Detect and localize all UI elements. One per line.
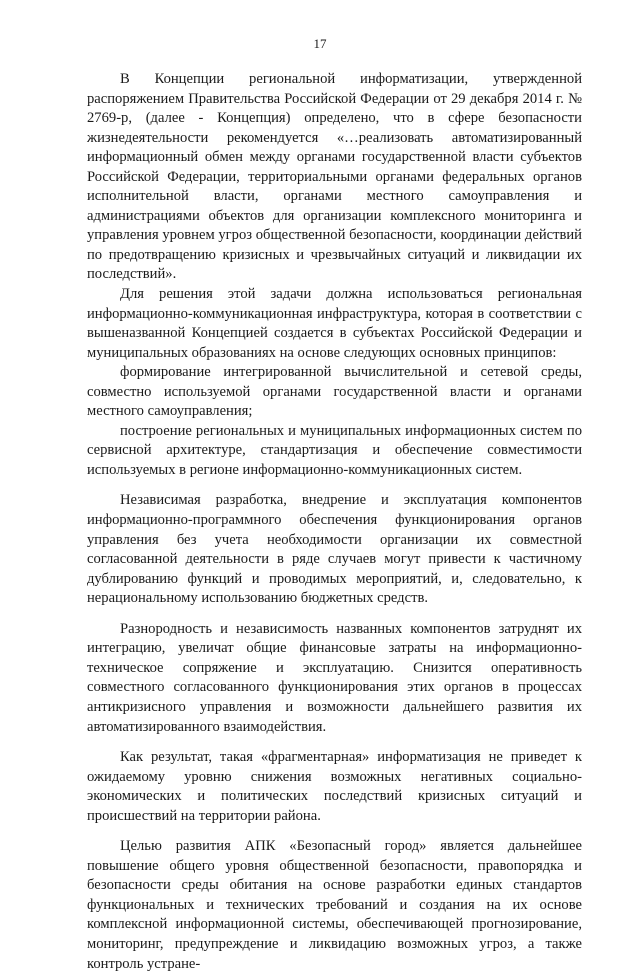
paragraph-safe-city-goal: Целью развития АПК «Безопасный город» является дальнейшее повышение общего уровня общественной безопасности, правопорядка и безопасности среды обитания на основе разработки единых стандартов функциональных и технических требований и создания на их основе комплексной информационной системы, обеспечивающей прогнозирование, мониторинг, предупреждение и ликвидацию возможных угроз, а также контроль устране- bbox=[87, 838, 582, 972]
paragraph-independent-development: Независимая разработка, внедрение и эксплуатация компонентов информационно-программного обеспечения функционирования органов управления без учета необходимости организации их совместной согласованной деятельности в ряде случаев могут привести к частичному дублированию функций и проводимых мероприятий, и, следовательно, к нерациональному использованию бюджетных средств. bbox=[87, 492, 582, 607]
document-body bbox=[87, 70, 582, 974]
paragraph-principle-computing-environment: формирование интегрированной вычислительной и сетевой среды, совместно используемой органами государственной власти и органами местного самоуправления; bbox=[87, 364, 582, 420]
paragraph-heterogeneity: Разнородность и независимость названных компонентов затруднят их интеграцию, увеличат общие финансовые затраты на информационно-техническое сопряжение и эксплуатацию. Снизится оперативность совместного согласованного функционирования этих органов в процессах антикризисного управления и возможности дальнейшего развития их автоматизированного взаимодействия. bbox=[87, 620, 582, 735]
paragraph-principle-service-architecture: построение региональных и муниципальных информационных систем по сервисной архитектуре, стандартизация и обеспечение совместимости используемых в регионе информационно-коммуникационных систем. bbox=[87, 422, 582, 478]
page-number: 17 bbox=[313, 36, 327, 51]
paragraph-concept-quote: В Концепции региональной информатизации, утвержденной распоряжением Правительства Российской Федерации от 29 декабря 2014 г. № 2769-р, (далее - Концепция) определено, что в сфере безопасности жизнедеятельности рекомендуется «…реализовать автоматизированный информационный обмен между органами государственной власти субъектов Российской Федерации, территориальными органами федеральных органов исполнительной власти, органами местного самоуправления и администрациями объектов для организации комплексного мониторинга и управления уровнем угроз общественной безопасности, координации действий по предотвращению кризисных и чрезвычайных ситуаций и ликвидации их последствий». bbox=[87, 71, 582, 283]
paragraph-infrastructure: Для решения этой задачи должна использоваться региональная информационно-коммуникационная инфраструктура, которая в соответствии с вышеназванной Концепцией создается в субъектах Российской Федерации и муниципальных образованиях на основе следующих основных принципов: bbox=[87, 286, 582, 361]
paragraph-fragmentary-informatization: Как результат, такая «фрагментарная» информатизация не приведет к ожидаемому уровню снижения возможных негативных социально-экономических и политических последствий кризисных ситуаций и происшествий на территории района. bbox=[87, 749, 582, 824]
